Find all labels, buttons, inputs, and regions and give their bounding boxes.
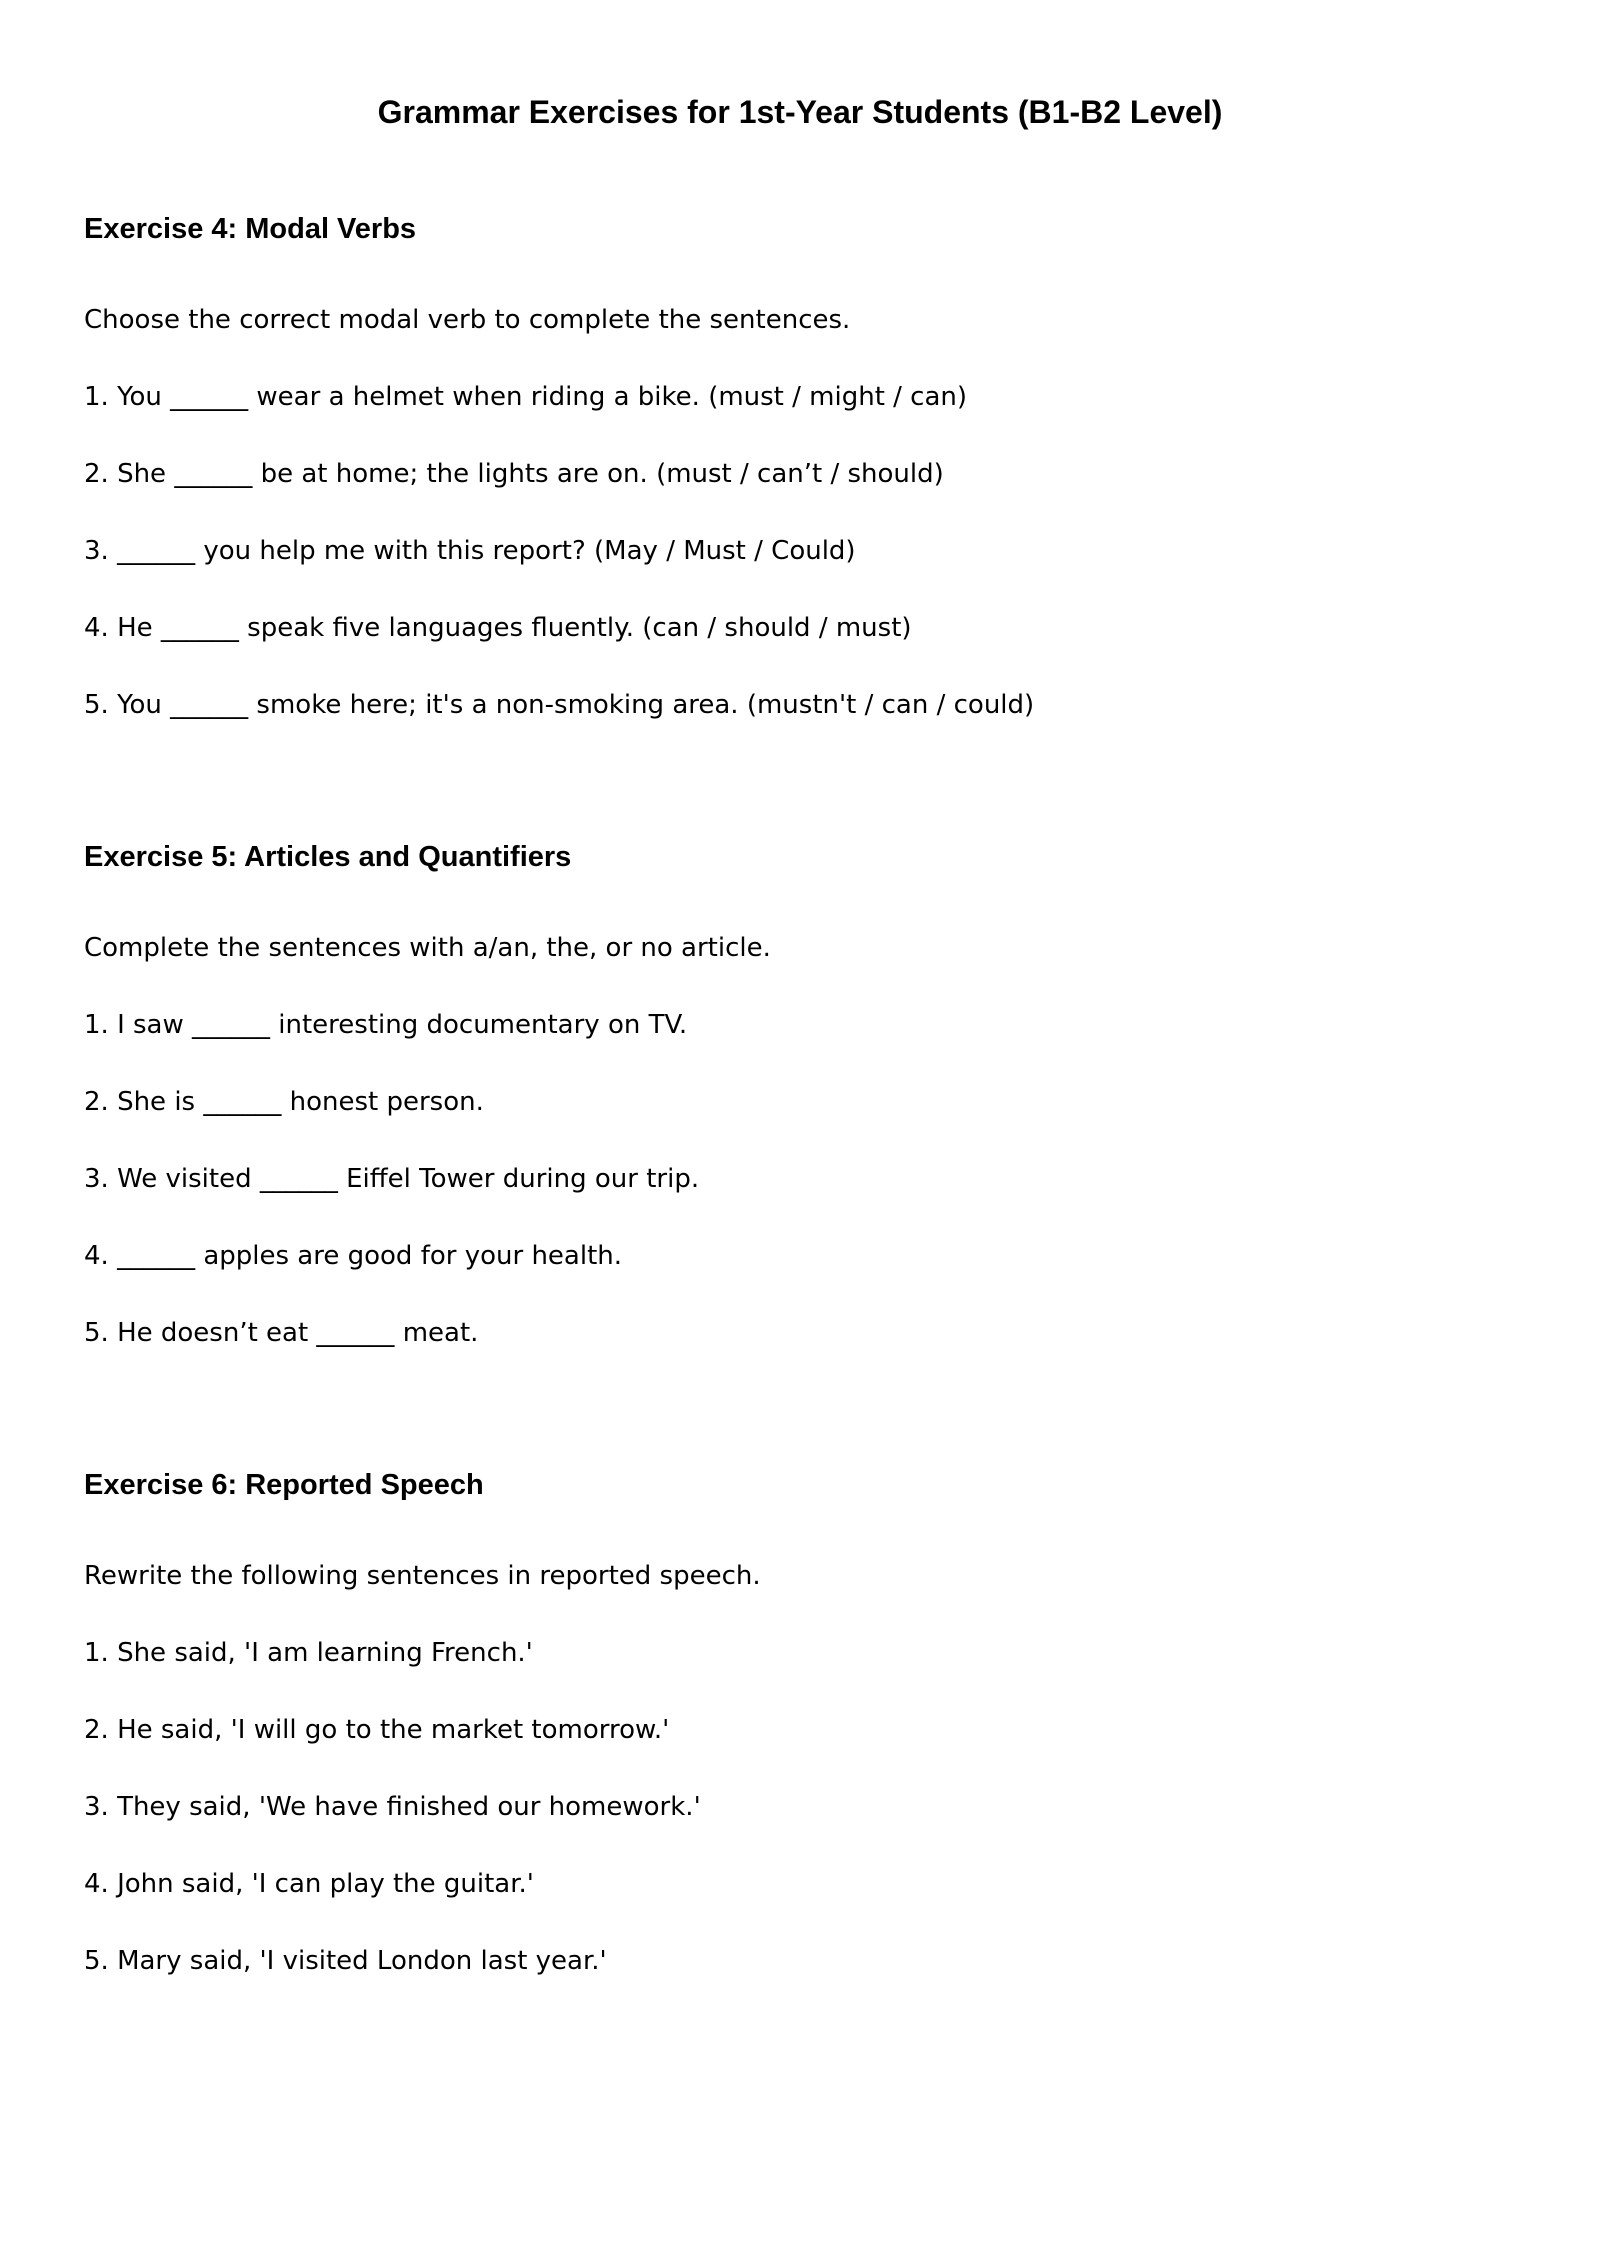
exercise-item: 1. She said, 'I am learning French.' (84, 1638, 533, 1668)
exercise-item-list (84, 377, 1524, 725)
exercise-instructions: Rewrite the following sentences in reported speech. (84, 1561, 761, 1591)
exercise-item: 5. You ______ smoke here; it's a non-smoking area. (mustn't / can / could) (84, 690, 1035, 720)
exercise-item: 5. Mary said, 'I visited London last year.' (84, 1946, 607, 1976)
document-title: Grammar Exercises for 1st-Year Students (B1-B2 Level) (377, 94, 1223, 130)
exercise-item: 5. He doesn’t eat ______ meat. (84, 1318, 479, 1348)
exercise-instructions: Complete the sentences with a/an, the, or no article. (84, 933, 771, 963)
exercise-item: 2. She is ______ honest person. (84, 1087, 484, 1117)
exercise-item: 4. ______ apples are good for your health. (84, 1241, 623, 1271)
exercise-item: 1. I saw ______ interesting documentary on TV. (84, 1010, 688, 1040)
exercise-heading: Exercise 6: Reported Speech (84, 1469, 484, 1501)
exercise-heading: Exercise 4: Modal Verbs (84, 213, 417, 245)
exercise-instructions: Choose the correct modal verb to complete the sentences. (84, 305, 851, 335)
exercise-heading: Exercise 5: Articles and Quantifiers (84, 841, 572, 873)
exercise-section-articles-quantifiers (84, 837, 1524, 1353)
exercise-item: 2. He said, 'I will go to the market tomorrow.' (84, 1715, 670, 1745)
exercise-item: 2. She ______ be at home; the lights are on. (must / can’t / should) (84, 459, 944, 489)
exercise-item: 4. He ______ speak five languages fluently. (can / should / must) (84, 613, 912, 643)
exercise-item: 3. ______ you help me with this report? (May / Must / Could) (84, 536, 856, 566)
exercise-section-modal-verbs (84, 209, 1524, 725)
exercise-item-list (84, 1633, 1524, 1981)
exercise-item-list (84, 1005, 1524, 1353)
exercise-item: 3. They said, 'We have finished our homework.' (84, 1792, 701, 1822)
exercise-section-reported-speech (84, 1465, 1524, 1981)
exercise-item: 3. We visited ______ Eiffel Tower during our trip. (84, 1164, 700, 1194)
exercise-item: 4. John said, 'I can play the guitar.' (84, 1869, 534, 1899)
exercise-item: 1. You ______ wear a helmet when riding a bike. (must / might / can) (84, 382, 968, 412)
